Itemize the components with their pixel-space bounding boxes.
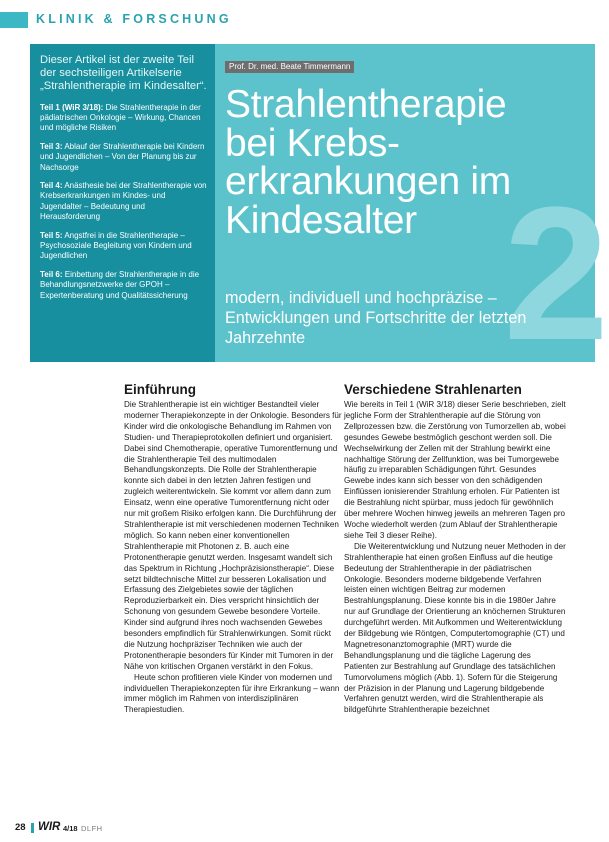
series-item-label: Teil 3: <box>40 141 63 151</box>
series-item-text: Angstfrei in die Strahlentherapie – Psychosoziale Begleitung von Kindern und Jugendlichen <box>40 230 192 261</box>
intro-body <box>124 400 342 716</box>
series-item <box>40 181 207 223</box>
series-item <box>40 103 207 134</box>
paragraph: Heute schon profitieren viele Kinder von modernen und individuellen Therapiekonzepten für ihre Erkrankung – wann immer möglich im Rahmen von interdisziplinären Therapiestudien. <box>124 672 340 715</box>
hero-section <box>30 44 609 380</box>
series-item <box>40 142 207 173</box>
series-item-label: Teil 4: <box>40 181 63 191</box>
paragraph: Die Strahlentherapie ist ein wichtiger Bestandteil vieler moderner Therapiekonzepte in der Onkologie. Besonders für Kinder wird die onkologische Behandlung im Rahmen von Studien- und Therapieprotokollen definiert und organisiert. Dabei sind Chemotherapie, operative Tumorentfernung und die Strahlentherapie Teil des multimodalen Behandlungskonzepts. Die Rolle der Strahlentherapie konnte sich dabei in den letzten Jahren festigen und zugleich weiterentwickeln. Sie kommt vor allem dann zum Einsatz, wenn eine operative Tumorentfernung nicht oder nur mit großem Risiko erfolgen kann. Die Durchführung der Strahlentherapie ist mit verschiedenen modernen Techniken möglich. So kann neben einer konventionellen Strahlentherapie mit Photonen z. B. auch eine Protonentherapie genutzt werden. Insgesamt wandelt sich das Spektrum in Richtung „Hochpräzisionstherapie“. Diese setzt bildtechnische Mittel zur besseren Lokalisation und Erfassung des Zielgebietes sowie der täglichen Reproduzierbarkeit ein. Dies verspricht hinsichtlich der Schonung von gesundem Gewebe besondere Vorteile. Kinder sind aufgrund ihres noch wachsenden Gewebes besonders empfindlich für Strahlenwirkungen. Somit rückt die Nutzung hochpräziser Techniken wie auch der Protonentherapie besonders für Kinder mit Tumoren in der Nähe von kritischen Organen verstärkt in den Fokus. <box>124 400 342 671</box>
intro-column <box>124 382 342 716</box>
paragraph: Wie bereits in Teil 1 (WiR 3/18) dieser Serie beschrieben, zielt jegliche Form der Strahlentherapie auf die Störung von Zellprozessen bzw. die Zerstörung von Tumorzellen ab, wobei gesundes Gewebe bestmöglich geschont werden soll. Die Wechselwirkung der Zellen mit der Strahlung bewirkt eine nachhaltige Störung der Zellfunktion, was bei Tumorgewebe häufig zu irreparablen Schädigungen führt. Gesundes Gewebe indes kann sich besser von den schädigenden Einflüssen ionisierender Strahlung erholen. Für Patienten ist die Bestrahlung nicht spürbar, muss jedoch für gewöhnlich über mehrere Wochen hinweg jeweils an mehreren Tagen pro Woche wiederholt werden (zum Ablauf der Strahlentherapie siehe Teil 3 dieser Reihe). <box>344 400 566 540</box>
header-accent-block <box>0 12 28 28</box>
series-item-text: Ablauf der Strahlentherapie bei Kindern und Jugendlichen – Von der Planung bis zur Nachsorge <box>40 141 205 172</box>
radiation-types-column <box>344 382 566 716</box>
footer-divider <box>31 823 34 833</box>
series-item <box>40 270 207 301</box>
radiation-types-heading: Verschiedene Strahlenarten <box>344 382 522 397</box>
section-label: KLINIK & FORSCHUNG <box>36 12 232 26</box>
series-intro: Dieser Artikel ist der zweite Teil der sechsteiligen Artikelserie „Strahlentherapie im Kindesalter“. <box>40 54 207 93</box>
paragraph: Die Weiterentwicklung und Nutzung neuer Methoden in der Strahlentherapie hat einen großen Einfluss auf die heutige Bedeutung der Strahlentherapie in der pädiatrischen Onkologie. Besonders moderne bildgebende Verfahren leisten einen wichtigen Beitrag zur modernen Bestrahlungsplanung. Diese konnte bis in die 1980er Jahre nur auf Grundlage der Orientierung an knöchernen Strukturen durchgeführt werden. Mit Aufkommen und Weiterentwicklung der Bildgebung wie Röntgen, Computertomographie (CT) und Magnetresonanztomographie (MRT) wurde die Behandlungsplanung und die tägliche Lagerung des Patienten zur Bestrahlung auf Grundlage des tatsächlichen Tumorvolumens möglich (Abb. 1). Sofern für die Steigerung der Präzision in der Planung und Lagerung bildgebende Verfahren genutzt werden, wird die Strahlentherapie als bildgeführte Strahlentherapie bezeichnet <box>344 541 566 715</box>
intro-heading: Einführung <box>124 382 196 397</box>
page-footer <box>15 822 315 836</box>
series-item <box>40 231 207 262</box>
series-item-text: Die Strahlentherapie in der pädiatrischen Onkologie – Wirkung, Chancen und mögliche Risiken <box>40 102 201 133</box>
issue-number: 4/18 <box>63 824 78 833</box>
article-title: Strahlentherapie bei Krebs-erkrankungen im Kindesalter <box>225 83 511 242</box>
title-panel <box>215 44 609 380</box>
header-bar <box>0 0 595 42</box>
part-number: 2 <box>503 168 609 380</box>
series-item-text: Anästhesie bei der Strahlentherapie von Krebserkrankungen im Kindes- und Jugendalter – Bedeutung und Herausforderung <box>40 181 207 222</box>
page-number: 28 <box>15 822 26 833</box>
author-tag: Prof. Dr. med. Beate Timmermann <box>225 61 354 73</box>
series-item-label: Teil 1 (WiR 3/18): <box>40 102 104 112</box>
radiation-types-body <box>344 400 566 716</box>
series-item-text: Einbettung der Strahlentherapie in die Behandlungsnetzwerke der GPOH – Expertenberatung und Qualitätssicherung <box>40 269 200 300</box>
series-item-label: Teil 6: <box>40 269 63 279</box>
publisher-name: DLFH <box>81 824 103 833</box>
series-item-label: Teil 5: <box>40 230 63 240</box>
magazine-logo: WIR <box>38 821 61 833</box>
article-subtitle: modern, individuell und hochpräzise – Entwicklungen und Fortschritte der letzten Jahrzehnte <box>225 289 527 347</box>
series-sidebar <box>30 44 215 362</box>
